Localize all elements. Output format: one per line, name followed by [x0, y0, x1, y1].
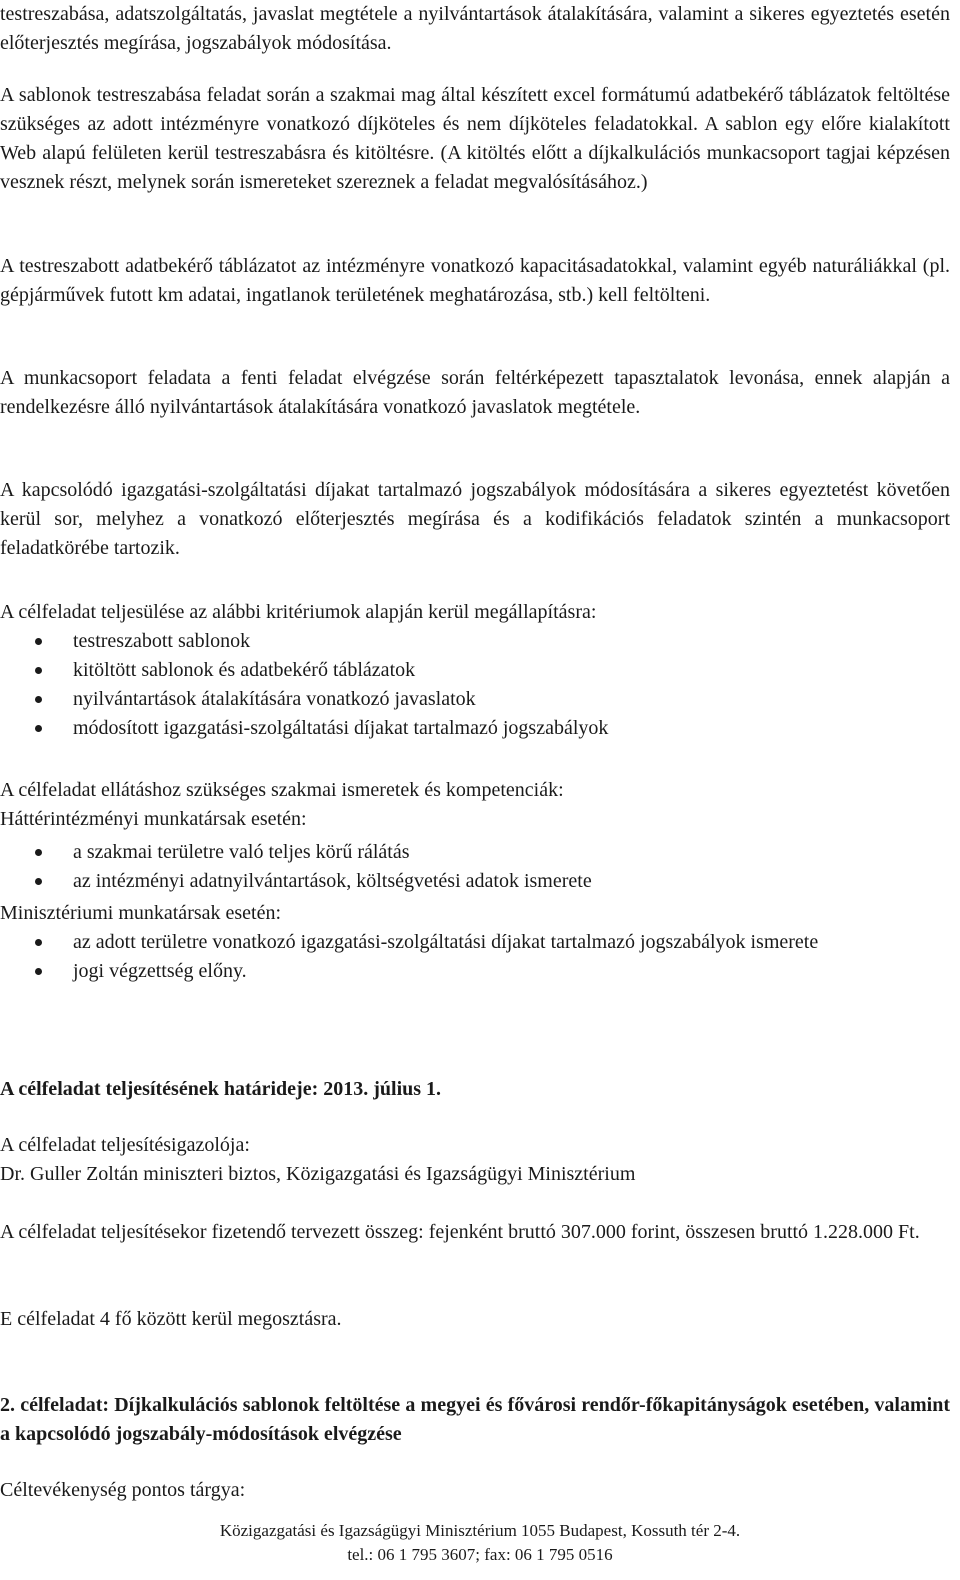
criteria-item: testreszabott sablonok — [0, 627, 950, 656]
paragraph-working-group-task: A munkacsoport feladata a fenti feladat elvégzése során feltérképezett tapasztalatok levonása, ennek alapján a rendelkezésre álló nyilvántartások átalakítására vonatkozó javaslatok megtétele. — [0, 367, 950, 418]
bullet-icon — [35, 696, 42, 703]
certifier-name: Dr. Guller Zoltán miniszteri biztos, Közigazgatási és Igazságügyi Minisztérium — [0, 1163, 636, 1185]
competency-item: az adott területre vonatkozó igazgatási-szolgáltatási díjakat tartalmazó jogszabályok ismerete — [0, 928, 950, 957]
competencies-group2-list — [0, 928, 950, 986]
criteria-item: módosított igazgatási-szolgáltatási díjakat tartalmazó jogszabályok — [0, 714, 950, 743]
bullet-icon — [35, 878, 42, 885]
payment-info: A célfeladat teljesítésekor fizetendő tervezett összeg: fejenként bruttó 307.000 forint, összesen bruttó 1.228.000 Ft. — [0, 1221, 920, 1243]
competency-item: a szakmai területre való teljes körű rálátás — [0, 838, 950, 867]
criteria-item: kitöltött sablonok és adatbekérő táblázatok — [0, 656, 950, 685]
competency-item: jogi végzettség előny. — [0, 957, 950, 986]
competencies-group2-label: Minisztériumi munkatársak esetén: — [0, 902, 282, 924]
competencies-intro: A célfeladat ellátáshoz szükséges szakmai ismeretek és kompetenciák: — [0, 779, 564, 801]
bullet-icon — [35, 968, 42, 975]
bullet-icon — [35, 939, 42, 946]
bullet-icon — [35, 638, 42, 645]
page-footer — [0, 1519, 960, 1567]
next-task-heading: 2. célfeladat: Díjkalkulációs sablonok feltöltése a megyei és fővárosi rendőr-főkapitányságok esetében, valamint a kapcsolódó jogszabály-módosítások elvégzése — [0, 1394, 950, 1445]
footer-address: Közigazgatási és Igazságügyi Minisztérium 1055 Budapest, Kossuth tér 2-4. — [219, 1521, 741, 1540]
competencies-group1-list — [0, 838, 950, 896]
bullet-icon — [35, 667, 42, 674]
criteria-item: nyilvántartások átalakítására vonatkozó javaslatok — [0, 685, 950, 714]
bullet-icon — [35, 725, 42, 732]
competency-item: az intézményi adatnyilvántartások, költségvetési adatok ismerete — [0, 867, 950, 896]
competencies-group1-label: Háttérintézményi munkatársak esetén: — [0, 808, 307, 830]
paragraph-data-request-table: A testreszabott adatbekérő táblázatot az intézményre vonatkozó kapacitásadatokkal, valamint egyéb naturáliákkal (pl. gépjárművek futott km adatai, ingatlanok területének meghatározása, stb.) kell feltölteni. — [0, 255, 950, 306]
paragraph-intro-continuation: testreszabása, adatszolgáltatás, javaslat megtétele a nyilvántartások átalakítására, valamint a sikeres egyeztetés esetén előterjesztés megírása, jogszabályok módosítása. — [0, 3, 950, 54]
bullet-icon — [35, 849, 42, 856]
paragraph-legislation-amendment: A kapcsolódó igazgatási-szolgáltatási díjakat tartalmazó jogszabályok módosítására a sikeres egyeztetést követően kerül sor, melyhez a vonatkozó előterjesztés megírása és a kodifikációs feladatok szintén a munkacsoport feladatkörébe tartozik. — [0, 479, 950, 559]
sharing-info: E célfeladat 4 fő között kerül megosztásra. — [0, 1308, 342, 1330]
deadline: A célfeladat teljesítésének határideje: 2013. július 1. — [0, 1078, 442, 1100]
criteria-list — [0, 627, 950, 743]
criteria-intro: A célfeladat teljesülése az alábbi kritériumok alapján kerül megállapításra: — [0, 601, 597, 623]
paragraph-template-customization: A sablonok testreszabása feladat során a szakmai mag által készített excel formátumú adatbekérő táblázatok feltöltése szükséges az adott intézményre vonatkozó díjköteles és nem díjköteles feladatokkal. A sablon egy előre kialakított Web alapú felületen kerül testreszabásra és kitöltésre. (A kitöltés előtt a díjkalkulációs munkacsoport tagjai képzésen vesznek részt, melynek során ismereteket szereznek a feladat megvalósításához.) — [0, 84, 950, 193]
footer-contact: tel.: 06 1 795 3607; fax: 06 1 795 0516 — [347, 1545, 613, 1564]
certifier-label: A célfeladat teljesítésigazolója: — [0, 1134, 250, 1156]
subject-label: Céltevékenység pontos tárgya: — [0, 1479, 246, 1501]
